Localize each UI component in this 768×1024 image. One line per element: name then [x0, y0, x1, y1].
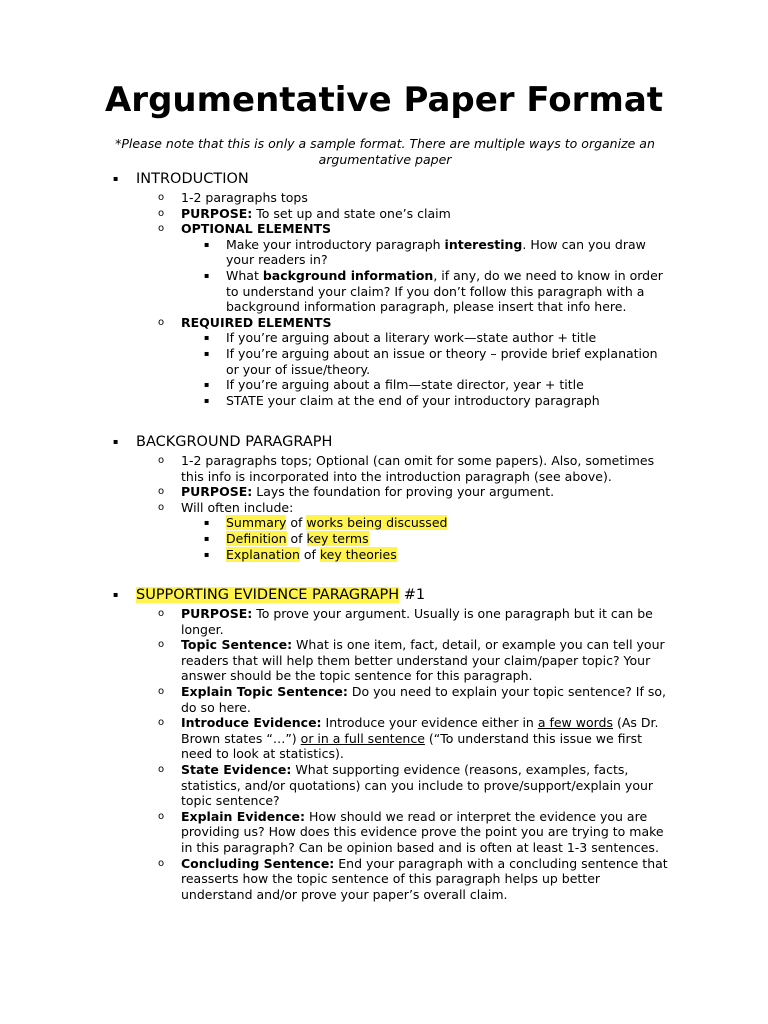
- circle-bullet-icon: o: [158, 455, 165, 466]
- square-bullet-icon: ▪: [113, 174, 119, 183]
- list-item: o PURPOSE: Lays the foundation for proving your argument.: [158, 484, 555, 500]
- list-item: o Introduce Evidence: Introduce your evidence either in a few words (As Dr. Brown states “…”) or in a full sentence (“To understand this issue we first need to look at statistics).: [158, 715, 659, 762]
- square-bullet-icon: ▪: [204, 270, 210, 280]
- list-item: o Will often include:: [158, 499, 294, 515]
- list-item: ▪ Make your introductory paragraph interesting. How can you draw your readers in?: [204, 236, 646, 268]
- square-bullet-icon: ▪: [204, 533, 210, 543]
- square-bullet-icon: ▪: [204, 518, 210, 528]
- list-item: o Explain Topic Sentence: Do you need to explain your topic sentence? If so, do so here.: [158, 683, 666, 715]
- circle-bullet-icon: o: [158, 857, 165, 869]
- list-item: o State Evidence: What supporting evidence (reasons, examples, facts, statistics, and/or quotations) can you include to prove/support/explain your topic sentence?: [158, 761, 654, 809]
- list-item: o 1-2 paragraphs tops: [158, 190, 308, 205]
- square-bullet-icon: ▪: [204, 395, 210, 405]
- circle-bullet-icon: o: [158, 223, 165, 235]
- list-item: ▪ Summary of works being discussed: [204, 515, 448, 531]
- list-item: o PURPOSE: To set up and state one’s claim: [158, 205, 451, 221]
- circle-bullet-icon: o: [158, 717, 165, 729]
- list-item: o Topic Sentence: What is one item, fact, detail, or example you can tell your readers that will help them better understand your claim/paper topic? Your answer should be the topic sentence for this paragraph.: [158, 637, 665, 684]
- list-item: ▪ If you’re arguing about a film—state director, year + title: [204, 377, 584, 393]
- circle-bullet-icon: o: [158, 685, 165, 697]
- square-bullet-icon: ▪: [204, 239, 210, 249]
- list-item: ▪ What background information, if any, do we need to know in order to understand your claim? If you don’t follow this paragraph with a background information paragraph, please insert that info here.: [204, 267, 663, 315]
- circle-bullet-icon: o: [158, 639, 165, 651]
- square-bullet-icon: ▪: [113, 590, 119, 599]
- square-bullet-icon: ▪: [204, 348, 210, 358]
- square-bullet-icon: ▪: [204, 380, 210, 390]
- circle-bullet-icon: o: [158, 810, 165, 822]
- page-title: Argumentative Paper Format: [104, 80, 664, 120]
- square-bullet-icon: ▪: [113, 437, 119, 446]
- circle-bullet-icon: o: [158, 192, 165, 203]
- circle-bullet-icon: o: [158, 608, 165, 619]
- background-list: [0, 453, 768, 562]
- square-bullet-icon: ▪: [204, 333, 210, 343]
- list-item: o OPTIONAL ELEMENTS: [158, 221, 332, 237]
- circle-bullet-icon: o: [158, 486, 165, 498]
- list-item: ▪ If you’re arguing about an issue or theory – provide brief explanation or your of issue/theory.: [204, 345, 658, 377]
- list-item: ▪ STATE your claim at the end of your introductory paragraph: [204, 392, 600, 408]
- list-item: ▪ Definition of key terms: [204, 530, 369, 546]
- list-item: o 1-2 paragraphs tops; Optional (can omit for some papers). Also, sometimes this info is incorporated into the introduction paragraph (see above).: [158, 453, 655, 484]
- list-item: ▪ If you’re arguing about a literary work—state author + title: [204, 330, 597, 346]
- list-item: ▪ Explanation of key theories: [204, 546, 397, 562]
- circle-bullet-icon: o: [158, 763, 165, 775]
- list-item: o REQUIRED ELEMENTS: [158, 314, 332, 330]
- evidence-list: [0, 606, 768, 902]
- circle-bullet-icon: o: [158, 501, 165, 513]
- square-bullet-icon: ▪: [204, 549, 210, 559]
- list-item: o PURPOSE: To prove your argument. Usually is one paragraph but it can be longer.: [158, 606, 653, 637]
- sample-note: *Please note that this is only a sample format. There are multiple ways to organize an argumentative paper: [115, 136, 655, 167]
- circle-bullet-icon: o: [158, 316, 165, 328]
- circle-bullet-icon: o: [158, 207, 165, 219]
- introduction-list: [0, 190, 768, 408]
- list-item: o Explain Evidence: How should we read or interpret the evidence you are providing us? How does this evidence prove the point you are trying to make in this paragraph? Can be opinion based and is often at least 1-3 sentences.: [158, 808, 664, 855]
- list-item: o Concluding Sentence: End your paragraph with a concluding sentence that reasserts how the topic sentence of this paragraph helps up better understand and/or prove your paper’s overall claim.: [158, 855, 668, 902]
